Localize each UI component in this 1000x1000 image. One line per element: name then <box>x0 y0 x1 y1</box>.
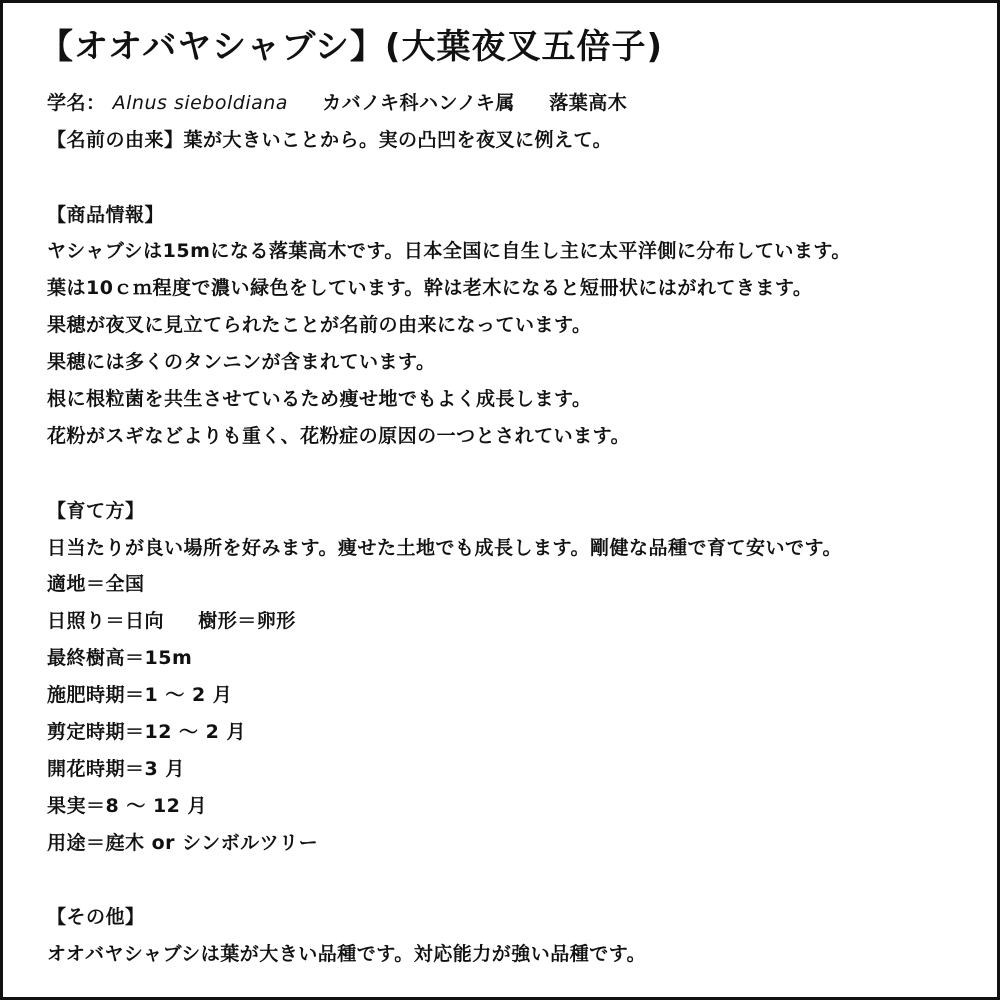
product-info-line: 根に根粒菌を共生させているため痩せ地でもよく成長します。 <box>47 388 592 410</box>
fertilize-period: 施肥時期＝1 ～ 2 月 <box>47 684 233 706</box>
latin-name: Alnus sieboldiana <box>112 92 288 114</box>
usage: 用途＝庭木 or シンボルツリー <box>47 832 319 854</box>
product-info-line: 葉は10ｃｍ程度で濃い緑色をしています。幹は老木になると短冊状にはがれてきます。 <box>47 277 813 299</box>
other-text: オオバヤシャブシは葉が大きい品種です。対応能力が強い品種です。 <box>47 943 647 965</box>
scientific-name-line <box>47 89 627 117</box>
fruit-period: 果実＝8 ～ 12 月 <box>47 795 208 817</box>
sunlight: 日照り＝日向 <box>47 610 165 632</box>
page-title: 【オオバヤシャブシ】(大葉夜叉五倍子) <box>39 27 663 67</box>
product-info-heading: 【商品情報】 <box>47 204 165 226</box>
family-name: カバノキ科ハンノキ属 <box>322 92 515 114</box>
scientific-label: 学名： <box>47 92 106 114</box>
tree-type: 落葉高木 <box>549 92 628 114</box>
tree-shape: 樹形＝卵形 <box>198 610 296 632</box>
growing-heading: 【育て方】 <box>47 500 145 522</box>
pruning-period: 剪定時期＝12 ～ 2 月 <box>47 721 247 743</box>
growing-intro: 日当たりが良い場所を好みます。痩せた土地でも成長します。剛健な品種で育て安いです。 <box>47 537 842 559</box>
product-info-line: 果穂が夜叉に見立てられたことが名前の由来になっています。 <box>47 314 592 336</box>
product-info-line: 花粉がスギなどよりも重く、花粉症の原因の一つとされています。 <box>47 425 631 447</box>
flowering-period: 開花時期＝3 月 <box>47 758 185 780</box>
max-height: 最終樹高＝15m <box>47 647 193 669</box>
product-info-line: ヤシャブシは15mになる落葉高木です。日本全国に自生し主に太平洋側に分布しています。 <box>47 240 851 262</box>
sun-shape-line <box>47 607 296 635</box>
name-origin: 【名前の由来】葉が大きいことから。実の凸凹を夜叉に例えて。 <box>47 129 613 151</box>
suitable-area: 適地＝全国 <box>47 573 145 595</box>
other-heading: 【その他】 <box>47 906 145 928</box>
product-info-line: 果穂には多くのタンニンが含まれています。 <box>47 351 436 373</box>
